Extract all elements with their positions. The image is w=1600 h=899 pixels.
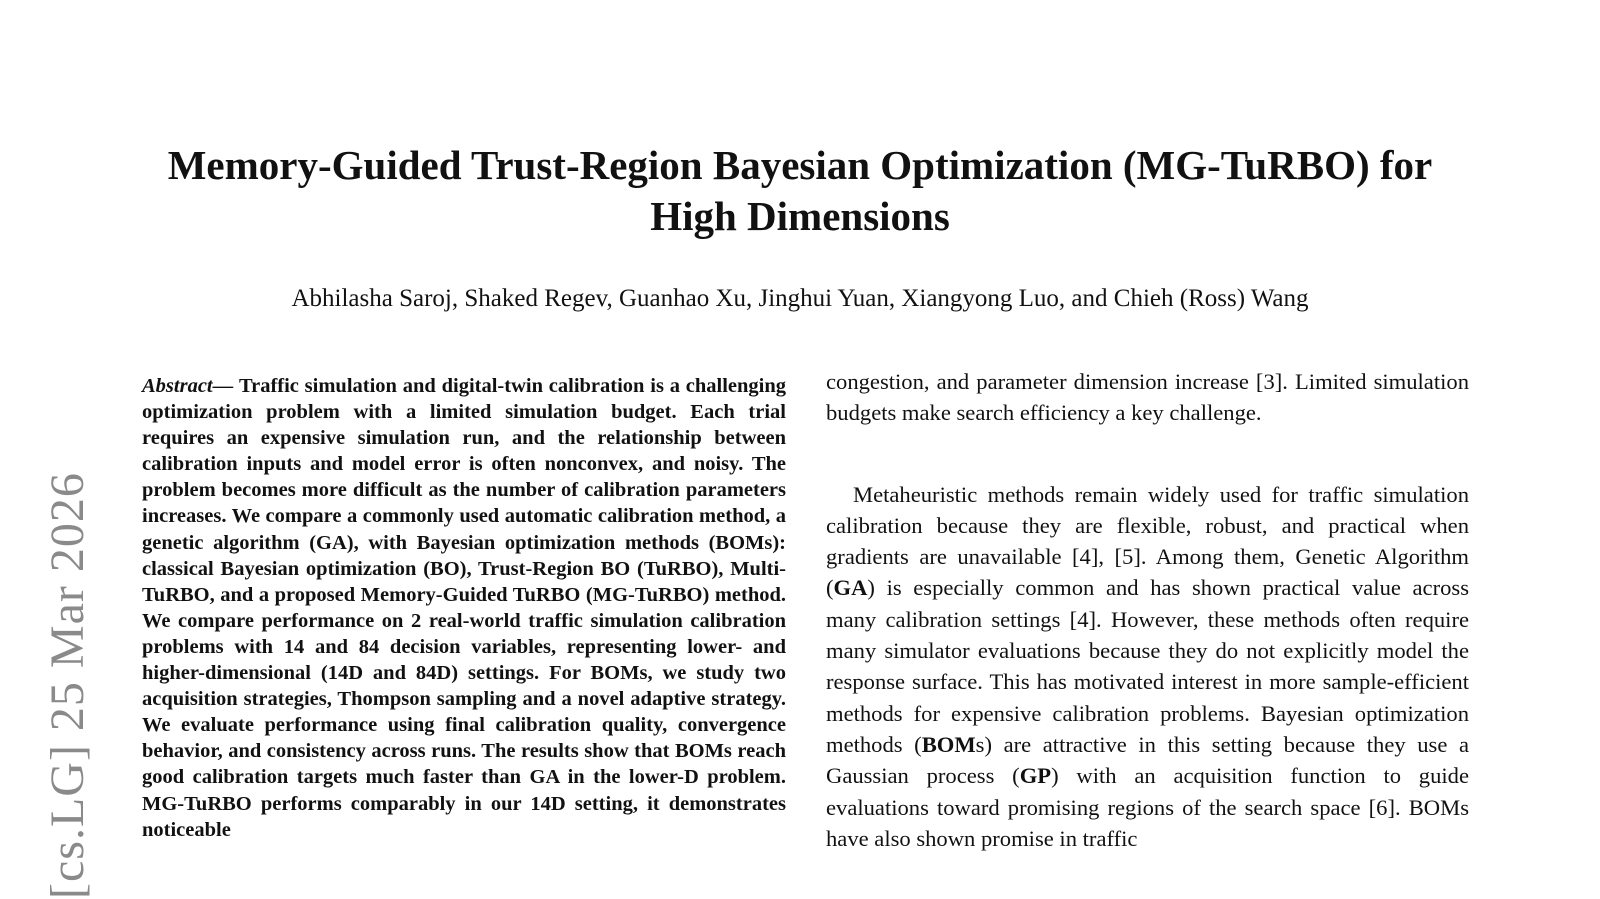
author-list: Abhilasha Saroj, Shaked Regev, Guanhao Xu, Jinghui Yuan, Xiangyong Luo, and Chieh (Ross) Wang: [291, 285, 1309, 312]
intro-text-2: ) is especially common and has shown practical value across many calibration settings [4]. However, these methods often require many simulator evaluations because they do not explicitly model the response surface. This has motivated interest in more sample-efficient methods for expensive calibration problems. Bayesian optimization methods (: [826, 575, 1469, 757]
intro-column: [826, 366, 1469, 854]
abstract-block: [142, 373, 786, 843]
intro-paragraph-2: [826, 479, 1469, 855]
arxiv-side-stamp: [cs.LG] 25 Mar 2026: [41, 472, 94, 899]
intro-text-4: ) with an acquisition function to guide evaluations toward promising regions of the search space [6]. BOMs have also shown promise in traffic: [826, 763, 1469, 851]
intro-paragraph-1: congestion, and parameter dimension increase [3]. Limited simulation budgets make search efficiency a key challenge.: [826, 369, 1469, 426]
term-gp: GP: [1019, 763, 1052, 789]
intro-text-3: s) are attractive in this setting because they use a Gaussian process (: [826, 731, 1469, 789]
abstract-label: Abstract: [142, 375, 213, 397]
paper-title: Memory-Guided Trust-Region Bayesian Optimization (MG-TuRBO) for High Dimensions: [167, 142, 1433, 239]
term-ga: GA: [833, 575, 868, 601]
term-bom: BOM: [921, 731, 976, 757]
abstract-dash: —: [212, 375, 234, 397]
abstract-text: Traffic simulation and digital-twin calibration is a challenging optimization problem with a limited simulation budget. Each trial requires an expensive simulation run, and the relationship between calibration inputs and model error is often nonconvex, and noisy. The problem becomes more difficult as the number of calibration parameters increases. We compare a commonly used automatic calibration method, a genetic algorithm (GA), with Bayesian optimization methods (BOMs): classical Bayesian optimization (BO), Trust-Region BO (TuRBO), Multi-TuRBO, and a proposed Memory-Guided TuRBO (MG-TuRBO) method. We compare performance on 2 real-world traffic simulation calibration problems with 14 and 84 decision variables, representing lower- and higher-dimensional (14D and 84D) settings. For BOMs, we study two acquisition strategies, Thompson sampling and a novel adaptive strategy. We evaluate performance using final calibration quality, convergence behavior, and consistency across runs. The results show that BOMs reach good calibration targets much faster than GA in the lower-D problem. MG-TuRBO performs comparably in our 14D setting, it demonstrates noticeable: [142, 375, 787, 841]
intro-text-1: Metaheuristic methods remain widely used for traffic simulation calibration because they are flexible, robust, and practical when gradients are unavailable [4], [5]. Among them, Genetic Algorithm (: [826, 481, 1469, 601]
